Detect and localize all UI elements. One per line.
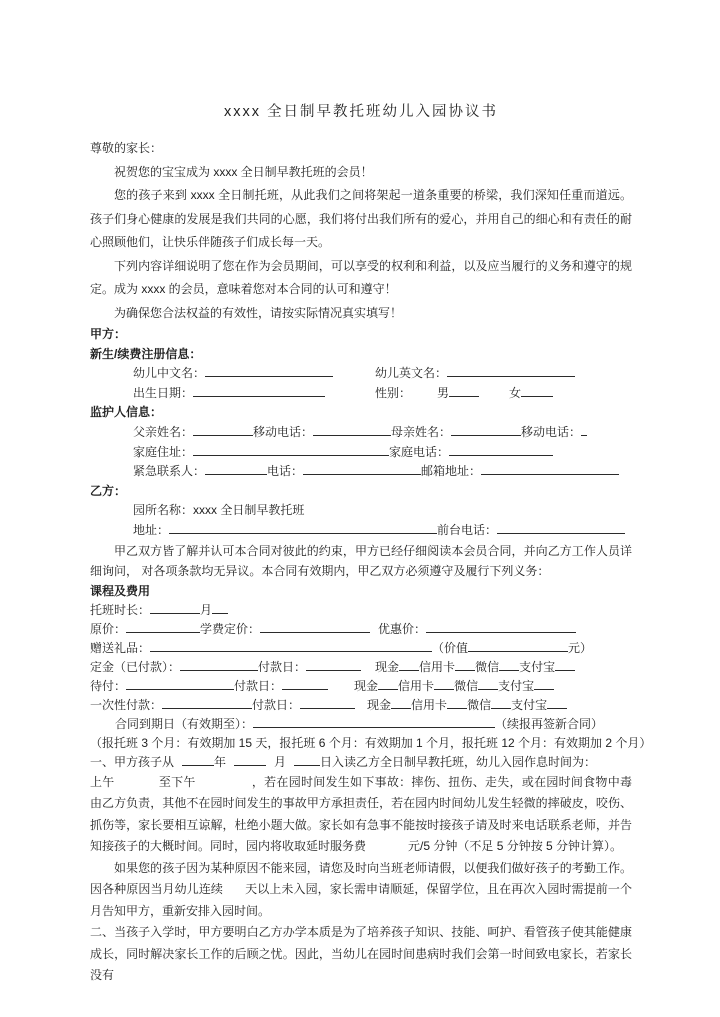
alipay-label: 支付宝	[511, 697, 548, 712]
day-blank	[294, 753, 320, 766]
pending-date-blank	[282, 677, 328, 690]
cash-blank	[391, 696, 411, 709]
birth-blank	[193, 384, 325, 397]
gift-value-close: 元）	[568, 640, 593, 655]
clause1-p2-pre: 如果您的孩子因为某种原因不能来园，请您及时向当班老师请假，以便我们做好孩子的考勤工作。因各种原因当月幼儿连续	[90, 860, 632, 897]
salutation: 尊敬的家长：	[90, 141, 163, 155]
expiry-blank	[253, 715, 495, 728]
intro-paragraph-1: 您的孩子来到 xxxx 全日制托班，从此我们之间将架起一道条重要的桥梁，我们深知任重而道远。孩子们身心健康的发展是我们共同的心愿，我们将付出我们所有的爱心，并用自己的细心和有责任的耐心照顾他们，让快乐伴随孩子们成长每一天。	[90, 188, 632, 249]
email-label: 邮箱地址：	[421, 464, 482, 479]
clause2-paragraph: 二、当孩子入学时，甲方要明白乙方办学本质是为了培养孩子知识、技能、呵护、看管孩子使其能健康成长，同时解决家长工作的后顾之忧。因此，当幼儿在园时间患病时我们会第一时间致电家长，若家长没有	[90, 925, 632, 983]
front-desk-label: 前台电话：	[437, 522, 498, 537]
duration-blank-2	[212, 601, 228, 614]
mother-label: 母亲姓名：	[391, 424, 452, 439]
onetime-pay-date-label: 付款日：	[252, 697, 301, 712]
orig-price-label: 原价：	[90, 621, 127, 636]
front-desk-blank	[497, 521, 625, 534]
expiry-note: （续报再签新合同）	[495, 716, 604, 731]
male-label: 男	[437, 385, 450, 400]
discount-label: 优惠价：	[378, 621, 427, 636]
guardian-heading: 监护人信息：	[90, 405, 163, 420]
female-label: 女	[509, 385, 522, 400]
female-blank	[521, 384, 553, 397]
gift-row	[90, 639, 632, 658]
alipay-label: 支付宝	[498, 678, 535, 693]
fees-section	[90, 582, 652, 772]
credit-blank	[447, 696, 467, 709]
gift-label: 赠送礼品：	[90, 640, 151, 655]
deposit-date-blank	[306, 658, 361, 671]
clause1-p2-post: 天以上未入园，家长需申请顺延，保留学位，且在再次入园时需提前一个月告知甲方，重新安排入园时间。	[90, 882, 632, 918]
duration-label: 托班时长：	[90, 602, 151, 617]
email-blank	[481, 462, 619, 475]
expiry-label: 合同到期日（有效期至）：	[115, 716, 254, 731]
gift-value-open: （价值	[432, 640, 469, 655]
home-address-row	[90, 443, 632, 463]
wechat-blank	[499, 658, 519, 671]
child-name-row	[90, 364, 632, 384]
deposit-blank	[180, 658, 258, 671]
year-unit: 年	[214, 754, 227, 769]
clause1-intro-row	[90, 753, 632, 772]
mother-name-blank	[451, 423, 521, 436]
gift-blank	[150, 639, 432, 652]
clause1-body	[90, 772, 632, 858]
clauses-section	[90, 772, 632, 987]
tuition-blank	[260, 620, 370, 633]
cash-blank	[399, 658, 419, 671]
school-name-row	[90, 501, 632, 521]
month-blank	[234, 753, 266, 766]
father-label: 父亲姓名：	[133, 424, 194, 439]
intro-paragraph-3: 为确保您合法权益的有效性，请按实际情况真实填写！	[114, 305, 403, 320]
onetime-blank	[162, 696, 252, 709]
clause1-paragraph-2	[90, 858, 632, 923]
home-phone-label: 家庭电话：	[389, 444, 450, 459]
cash-label: 现金	[375, 659, 400, 674]
credit-blank	[455, 658, 475, 671]
emergency-row	[90, 462, 632, 482]
party-a-heading: 甲方：	[90, 327, 127, 341]
parents-row	[90, 423, 632, 443]
deposit-row	[90, 658, 632, 677]
child-en-blank	[447, 364, 575, 377]
cash-blank	[378, 677, 398, 690]
wechat-label: 微信	[467, 697, 492, 712]
male-blank	[449, 384, 479, 397]
emergency-name-blank	[205, 462, 267, 475]
renewal-note-row: （报托班 3 个月：有效期加 15 天，报托班 6 个月：有效期加 1 个月，报托班 12 个月：有效期加 2 个月）	[90, 735, 652, 750]
agreement-paragraph: 甲乙双方皆了解并认可本合同对彼此的约束，甲方已经仔细阅读本会员合同，并向乙方工作人员详细询问， 对各项条款均无异议。本合同有效期内，甲乙双方必须遵守及履行下列义务：	[90, 543, 632, 579]
child-cn-blank	[205, 364, 333, 377]
credit-blank	[434, 677, 454, 690]
duration-blank	[150, 601, 200, 614]
intro-paragraph-2: 下列内容详细说明了您在作为会员期间，可以享受的权利和利益，以及应当履行的义务和遵守的规定。成为 xxxx 的会员，意味着您对本合同的认可和遵守！	[90, 258, 632, 296]
gift-value-blank	[468, 639, 568, 652]
onetime-date-blank	[300, 696, 355, 709]
pm-label: 至下午	[158, 774, 196, 789]
emergency-phone-blank	[303, 462, 421, 475]
pending-blank	[126, 677, 234, 690]
expiry-row	[90, 715, 632, 734]
father-mobile-blank	[313, 423, 391, 436]
home-phone-blank	[449, 443, 553, 456]
clause1-main-text: ，若在园时间发生如下事故：摔伤、扭伤、走失，或在园时间食物中毒由乙方负责，其他不在园时间发生的事故甲方承担责任，若在园内时间幼儿发生轻微的摔破皮，咬伤、抓伤等，家长要相互谅解，杜绝小题大做。家长如有急事不能按时接孩子请及时来电话联系老师，并告知接孩子的大概时间。同时，园内将收取延时服务费	[90, 774, 632, 854]
wechat-label: 微信	[475, 659, 500, 674]
page-title: xxxx 全日制早教托班幼儿入园协议书	[223, 104, 499, 120]
month-unit: 月	[274, 754, 287, 769]
congrats-line: 祝贺您的宝宝成为 xxxx 全日制早教托班的会员！	[114, 164, 373, 179]
deposit-pay-date-label: 付款日：	[258, 659, 307, 674]
clause1-intro-pre: 一、甲方孩子从	[90, 754, 175, 769]
am-label: 上午	[90, 774, 115, 789]
school-name: xxxx 全日制早教托班	[193, 503, 305, 518]
price-row	[90, 620, 632, 639]
form-section	[90, 325, 632, 541]
pending-pay-date-label: 付款日：	[234, 678, 283, 693]
duration-row	[90, 601, 632, 620]
fee-unit-text: 元/5 分钟（不足 5 分钟按 5 分钟计算）。	[408, 839, 623, 854]
wechat-label: 微信	[454, 678, 479, 693]
school-address-row	[90, 521, 632, 541]
child-cn-label: 幼儿中文名：	[133, 366, 206, 381]
mother-mobile-blank	[581, 423, 587, 436]
tuition-label: 学费定价：	[200, 621, 261, 636]
child-en-label: 幼儿英文名：	[375, 366, 448, 381]
school-label: 园所名称：	[133, 503, 194, 518]
discount-blank	[426, 620, 576, 633]
wechat-blank	[491, 696, 511, 709]
clause1-intro-post: 日入读乙方全日制早教托班，幼儿入园作息时间为：	[320, 754, 597, 769]
intro-section	[90, 137, 632, 325]
birth-gender-row	[90, 384, 632, 404]
onetime-label: 一次性付款：	[90, 697, 163, 712]
gender-label: 性别：	[375, 385, 412, 400]
alipay-label: 支付宝	[519, 659, 556, 674]
home-address-blank	[193, 443, 389, 456]
address-label: 地址：	[133, 522, 170, 537]
wechat-blank	[478, 677, 498, 690]
month-unit: 月	[200, 602, 213, 617]
registration-heading: 新生/续费注册信息：	[90, 346, 202, 361]
cash-label: 现金	[354, 678, 379, 693]
credit-label: 信用卡	[411, 697, 448, 712]
cash-label: 现金	[367, 697, 392, 712]
onetime-row	[90, 696, 632, 715]
alipay-blank	[547, 696, 567, 709]
emergency-label: 紧急联系人：	[133, 464, 206, 479]
credit-label: 信用卡	[398, 678, 435, 693]
alipay-blank	[555, 658, 575, 671]
fees-heading: 课程及费用	[90, 583, 151, 598]
pending-label: 待付：	[90, 678, 127, 693]
credit-label: 信用卡	[419, 659, 456, 674]
alipay-blank	[534, 677, 554, 690]
deposit-label: 定金（已付款）：	[90, 659, 181, 674]
year-blank	[182, 753, 214, 766]
party-b-heading: 乙方：	[90, 483, 127, 498]
birth-label: 出生日期：	[133, 385, 194, 400]
father-name-blank	[193, 423, 253, 436]
pending-row	[90, 677, 632, 696]
father-mobile-label: 移动电话：	[253, 424, 314, 439]
address-blank	[169, 521, 437, 534]
emergency-phone-label: 电话：	[267, 464, 304, 479]
orig-price-blank	[126, 620, 200, 633]
document-content	[90, 100, 652, 987]
home-address-label: 家庭住址：	[133, 444, 194, 459]
mother-mobile-label: 移动电话：	[521, 424, 582, 439]
